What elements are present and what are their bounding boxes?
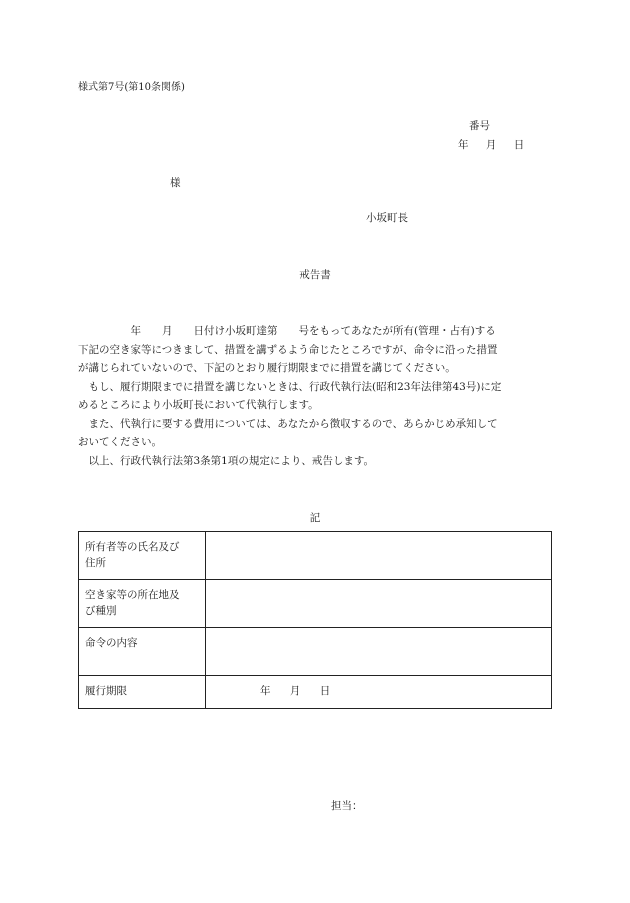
row-label-order [79,628,206,676]
date-month: 月 [485,139,497,151]
body-line: もし、履行期限までに措置を講じないときは、行政代執行法(昭和23年法律第43号)に定 [78,380,502,393]
row-value-deadline [206,676,552,709]
table-row [79,628,552,676]
row-label-owner [79,532,206,580]
issuer-name: 小坂町長 [366,212,408,224]
label-line: 所有者等の氏名及び [85,541,180,553]
document-number-label: 番号 [469,120,490,132]
addressee-honorific: 様 [170,177,181,189]
label-line: 履行期限 [85,685,127,697]
table-row [79,676,552,709]
body-line: 下記の空き家等につきまして、措置を講ずるよう命じたところですが、命令に沿った措置 [78,343,498,356]
contact-label: 担当： [331,800,363,812]
body-line: おいてください。 [78,436,162,448]
form-number: 様式第7号(第10条関係) [78,82,185,93]
date-year: 年 [458,139,469,151]
row-value-owner [206,532,552,580]
row-value-location [206,580,552,628]
table-row [79,580,552,628]
date-day: 日 [513,139,525,151]
details-table [78,531,552,709]
label-line: 命令の内容 [85,637,138,649]
body-line: また、代執行に要する費用については、あなたから徴収するので、あらかじめ承知して [78,417,498,430]
row-value-order [206,628,552,676]
body-line: めるところにより小坂町長において代執行します。 [78,399,319,411]
body-line: が講じられていないので、下記のとおり履行期限までに措置を講じてください。 [78,362,456,374]
row-label-location [79,580,206,628]
deadline-year: 年 [260,685,271,697]
deadline-month: 月 [289,685,301,697]
table-row [79,532,552,580]
label-line: 住所 [85,557,106,569]
label-line: 空き家等の所在地及 [85,589,180,601]
deadline-day: 日 [319,685,331,697]
note-heading: 記 [309,512,321,524]
document-title: 戒告書 [299,269,331,281]
body-line: 年 月 日付け小坂町達第 号をもってあなたが所有(管理・占有)する [78,325,496,337]
body-line: 以上、行政代執行法第3条第1項の規定により、戒告します。 [78,454,375,467]
issue-date [458,139,524,152]
body-text [78,322,556,470]
label-line: び種別 [85,605,117,617]
row-label-deadline [79,676,206,709]
